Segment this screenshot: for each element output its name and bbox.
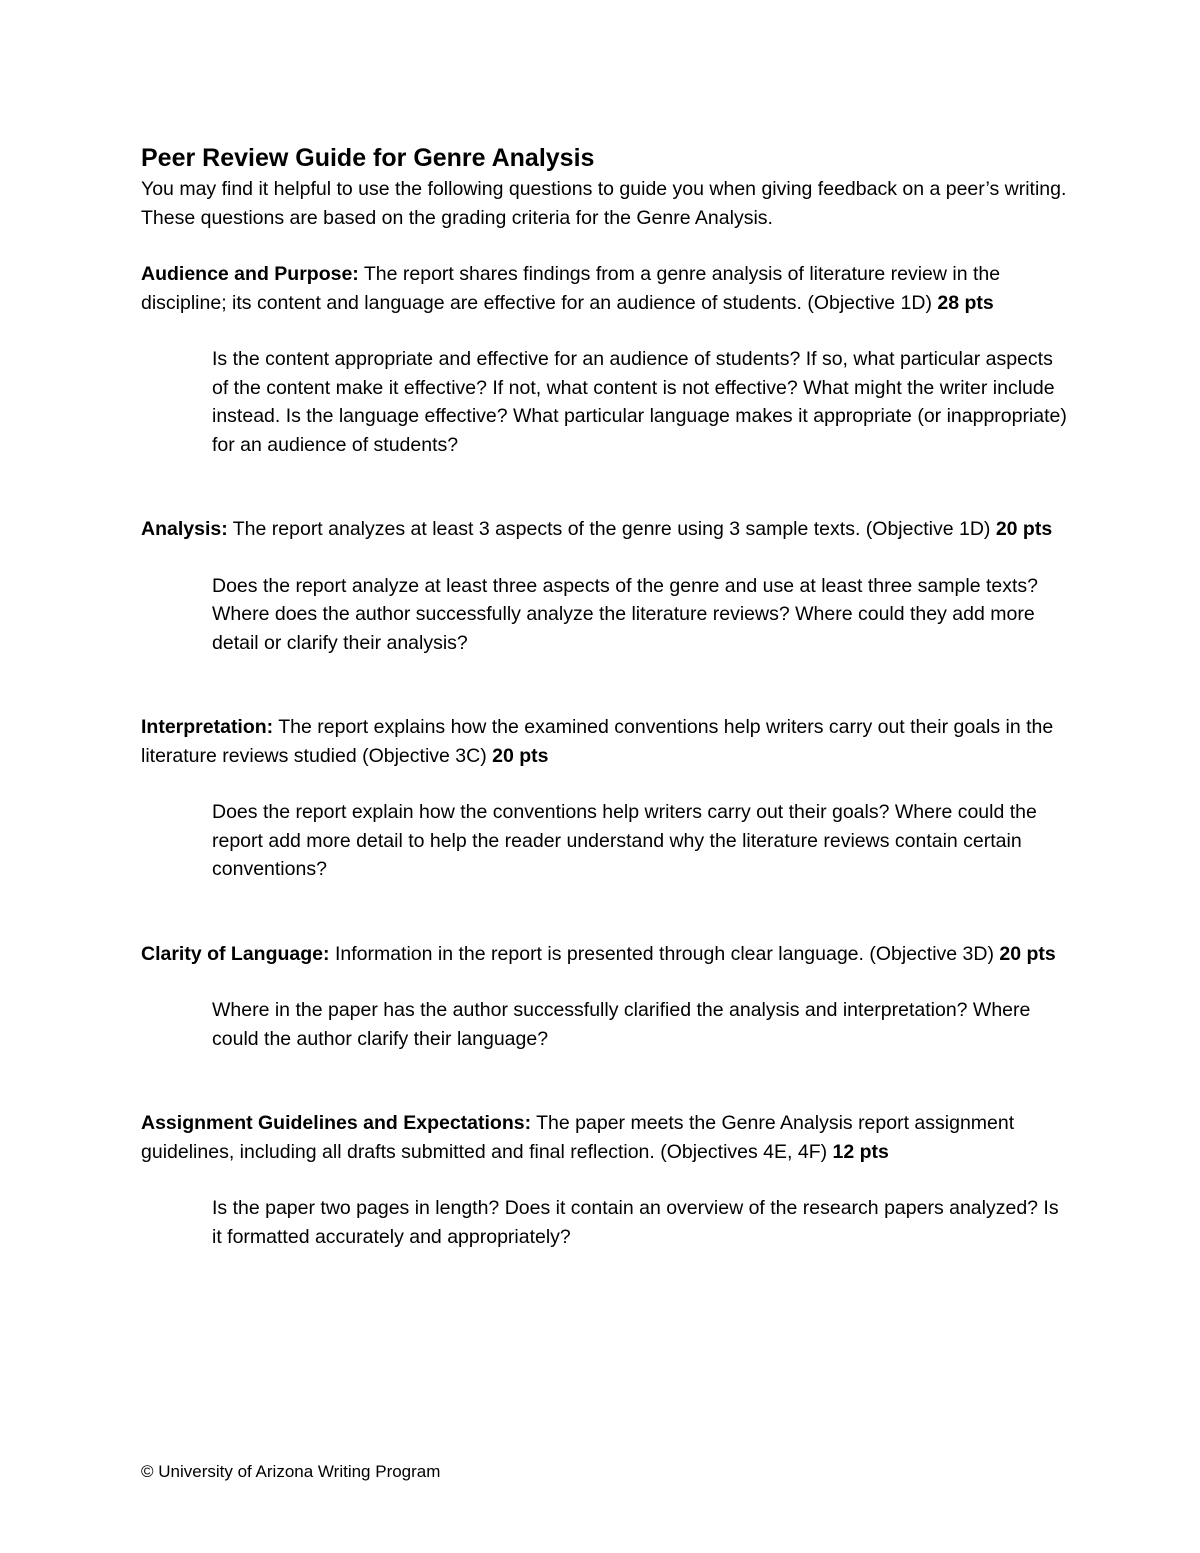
criterion-description: The report explains how the examined conventions help writers carry out their goals in the literature reviews studied (Objective 3C)	[141, 716, 1054, 767]
criterion-points: 20 pts	[492, 744, 549, 767]
criterion-section-clarity-of-language	[141, 940, 1071, 1054]
criterion-text	[141, 1109, 1071, 1166]
intro-paragraph: You may find it helpful to use the following questions to guide you when giving feedback on a peer’s writing. These questions are based on the grading criteria for the Genre Analysis.	[141, 178, 1067, 229]
criterion-points: 28 pts	[937, 291, 994, 314]
criterion-text	[141, 515, 1071, 544]
criterion-label: Analysis:	[141, 518, 228, 540]
review-questions: Is the paper two pages in length? Does it contain an overview of the research papers analyzed? Is it formatted accurately and appropriately?	[212, 1197, 1059, 1248]
criterion-label: Audience and Purpose:	[141, 263, 359, 285]
criterion-points: 20 pts	[999, 942, 1056, 965]
criterion-description: The report shares findings from a genre analysis of literature review in the discipline; its content and language are effective for an audience of students. (Objective 1D)	[141, 263, 1001, 314]
criterion-text	[141, 713, 1071, 770]
criterion-section-assignment-guidelines	[141, 1109, 1071, 1251]
criterion-points: 20 pts	[995, 518, 1053, 540]
criterion-label: Clarity of Language:	[141, 942, 330, 965]
criterion-text	[141, 260, 1071, 317]
page-title: Peer Review Guide for Genre Analysis	[141, 144, 595, 172]
criterion-text	[141, 940, 1071, 969]
criterion-label: Assignment Guidelines and Expectations:	[141, 1112, 532, 1134]
criterion-description: The report analyzes at least 3 aspects of the genre using 3 sample texts. (Objective 1D)	[227, 518, 996, 540]
criterion-description: The paper meets the Genre Analysis report assignment guidelines, including all drafts submitted and final reflection. (Objectives 4E, 4F)	[141, 1112, 1015, 1163]
review-questions: Where in the paper has the author successfully clarified the analysis and interpretation? Where could the author clarify their language?	[212, 999, 1031, 1050]
review-questions: Does the report explain how the conventions help writers carry out their goals? Where could the report add more detail to help the reader understand why the literature reviews contain certain conventions?	[212, 801, 1037, 880]
review-questions: Is the content appropriate and effective for an audience of students? If so, what particular aspects of the content make it effective? If not, what content is not effective? What might the writer include instead. Is the language effective? What particular language makes it appropriate (or inappropriate) for an audience of students?	[212, 348, 1067, 456]
criterion-description: Information in the report is presented through clear language. (Objective 3D)	[329, 942, 1000, 965]
review-questions: Does the report analyze at least three aspects of the genre and use at least three sample texts? Where does the author successfully analyze the literature reviews? Where could they add more detail or clarify their analysis?	[212, 574, 1038, 654]
criterion-points: 12 pts	[832, 1140, 889, 1163]
footer-copyright: © University of Arizona Writing Program	[141, 1462, 441, 1481]
document-page	[141, 141, 1071, 1251]
criterion-section-analysis	[141, 515, 1071, 657]
criterion-section-interpretation	[141, 713, 1071, 884]
criterion-label: Interpretation:	[141, 716, 274, 738]
criterion-section-audience-purpose	[141, 260, 1071, 459]
